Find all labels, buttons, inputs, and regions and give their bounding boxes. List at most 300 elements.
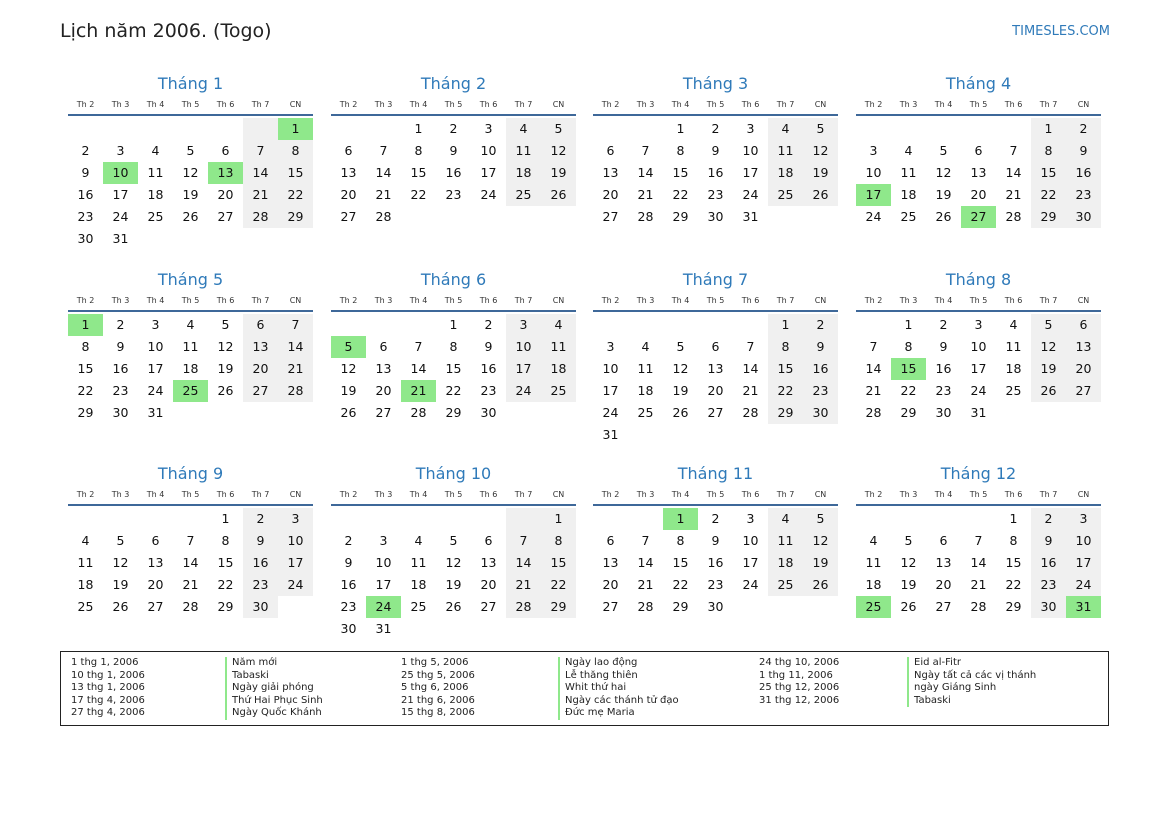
empty-day-cell (768, 206, 803, 228)
day-cell: 5 (904, 533, 913, 548)
week-row (593, 206, 838, 228)
day-cell: 22 (410, 187, 427, 202)
day-cell: 15 (77, 361, 94, 376)
week-row (593, 314, 838, 336)
day-cell: 11 (77, 555, 94, 570)
week-row (331, 596, 576, 618)
empty-day-cell (1031, 402, 1066, 424)
day-cell: 11 (147, 165, 164, 180)
day-cell: 21 (970, 577, 987, 592)
day-cell: 29 (1031, 206, 1066, 228)
day-cell: 1 (414, 121, 423, 136)
day-cell: 9 (939, 339, 948, 354)
day-cell: 8 (1009, 533, 1018, 548)
empty-day-cell (103, 118, 138, 140)
day-cell: 23 (935, 383, 952, 398)
weekday-label: Th 3 (636, 100, 655, 109)
day-cell: 18 (182, 361, 199, 376)
week-row (593, 402, 838, 424)
weekday-label: Th 2 (601, 490, 620, 499)
empty-day-cell (996, 402, 1031, 424)
day-cell: 15 (410, 165, 427, 180)
week-row (68, 358, 313, 380)
day-cell: 6 (711, 339, 720, 354)
day-cell: 23 (243, 574, 278, 596)
empty-day-cell (733, 596, 768, 618)
empty-day-cell (891, 508, 926, 530)
day-cell: 7 (278, 314, 313, 336)
day-cell: 12 (217, 339, 234, 354)
day-cell: 8 (904, 339, 913, 354)
weekday-label: Th 3 (374, 490, 393, 499)
day-cell: 16 (1066, 162, 1101, 184)
weekday-label: Th 7 (514, 100, 533, 109)
day-cell: 24 (970, 383, 987, 398)
weekday-label: Th 5 (969, 100, 988, 109)
empty-day-cell (366, 118, 401, 140)
holiday-name: Ngày lao động (558, 657, 679, 670)
day-cell: 2 (803, 314, 838, 336)
weekday-label: Th 2 (601, 296, 620, 305)
day-cell: 1 (1031, 118, 1066, 140)
day-cell: 22 (217, 577, 234, 592)
week-row (331, 358, 576, 380)
empty-day-cell (366, 314, 401, 336)
week-row (856, 574, 1101, 596)
weekday-header (856, 294, 1101, 308)
week-row (856, 358, 1101, 380)
day-cell: 23 (707, 577, 724, 592)
holiday-date: 5 thg 6, 2006 (401, 682, 469, 694)
empty-day-cell (628, 508, 663, 530)
day-cell: 15 (1031, 162, 1066, 184)
day-cell: 15 (541, 552, 576, 574)
holiday-date: 27 thg 4, 2006 (71, 707, 145, 719)
day-cell: 17 (742, 165, 759, 180)
holiday-date: 25 thg 12, 2006 (759, 682, 840, 694)
day-cell: 19 (803, 162, 838, 184)
weekday-label: Th 5 (706, 296, 725, 305)
week-row (331, 336, 576, 358)
day-cell: 17 (1066, 552, 1101, 574)
empty-day-cell (138, 228, 173, 250)
day-cell: 18 (147, 187, 164, 202)
empty-day-cell (401, 314, 436, 336)
empty-day-cell (471, 618, 506, 640)
day-cell: 8 (81, 339, 90, 354)
week-row (68, 118, 313, 140)
week-row (331, 552, 576, 574)
day-cell: 14 (970, 555, 987, 570)
empty-day-cell (593, 118, 628, 140)
weekday-label: Th 7 (1039, 100, 1058, 109)
day-cell: 16 (77, 187, 94, 202)
day-cell: 9 (243, 530, 278, 552)
week-row (68, 184, 313, 206)
day-cell: 26 (445, 599, 462, 614)
weekday-label: Th 5 (444, 100, 463, 109)
header-divider (593, 310, 838, 312)
empty-day-cell (173, 118, 208, 140)
day-cell: 4 (186, 317, 195, 332)
day-cell: 9 (116, 339, 125, 354)
day-cell: 30 (803, 402, 838, 424)
week-row (856, 402, 1101, 424)
empty-day-cell (803, 424, 838, 446)
holiday-date: 1 thg 5, 2006 (401, 657, 469, 668)
day-cell: 12 (182, 165, 199, 180)
day-cell: 9 (1031, 530, 1066, 552)
day-cell: 3 (116, 143, 125, 158)
day-cell: 14 (506, 552, 541, 574)
day-cell: 20 (375, 383, 392, 398)
month-title: Tháng 1 (157, 74, 224, 93)
day-cell: 7 (974, 533, 983, 548)
day-cell: 31 (375, 621, 392, 636)
empty-day-cell (628, 118, 663, 140)
day-cell: 29 (445, 405, 462, 420)
day-cell: 22 (900, 383, 917, 398)
day-cell: 5 (541, 118, 576, 140)
day-cell: 28 (742, 405, 759, 420)
day-cell: 26 (803, 184, 838, 206)
day-cell: 22 (672, 187, 689, 202)
day-cell: 11 (541, 336, 576, 358)
day-cell: 9 (484, 339, 493, 354)
day-cell: 26 (182, 209, 199, 224)
week-row (856, 162, 1101, 184)
empty-day-cell (506, 206, 541, 228)
day-cell: 28 (375, 209, 392, 224)
day-cell: 12 (900, 555, 917, 570)
day-cell: 9 (344, 555, 353, 570)
holiday-date: 1 thg 1, 2006 (71, 657, 139, 668)
day-cell: 17 (112, 187, 129, 202)
day-cell: 20 (602, 577, 619, 592)
weekday-label: Th 6 (479, 100, 498, 109)
month-title: Tháng 7 (682, 270, 749, 289)
empty-day-cell (506, 402, 541, 424)
weekday-label: Th 7 (514, 296, 533, 305)
holiday-day-cell: 17 (856, 184, 891, 206)
day-cell: 11 (506, 140, 541, 162)
day-cell: 17 (506, 358, 541, 380)
day-cell: 1 (676, 121, 685, 136)
month-title: Tháng 3 (682, 74, 749, 93)
day-cell: 25 (541, 380, 576, 402)
day-cell: 6 (939, 533, 948, 548)
header-divider (856, 114, 1101, 116)
week-row (856, 206, 1101, 228)
day-cell: 6 (1066, 314, 1101, 336)
week-row (68, 336, 313, 358)
weekday-label: Th 3 (374, 100, 393, 109)
weekday-header (593, 294, 838, 308)
day-cell: 3 (1066, 508, 1101, 530)
day-cell: 30 (935, 405, 952, 420)
day-cell: 13 (602, 555, 619, 570)
day-cell: 23 (480, 383, 497, 398)
day-cell: 29 (77, 405, 94, 420)
day-cell: 19 (1031, 358, 1066, 380)
day-cell: 10 (278, 530, 313, 552)
day-cell: 12 (672, 361, 689, 376)
day-cell: 1 (768, 314, 803, 336)
day-cell: 10 (970, 339, 987, 354)
week-row (68, 140, 313, 162)
holiday-day-cell: 5 (331, 336, 366, 358)
month-title: Tháng 12 (940, 464, 1017, 483)
weekday-label: Th 6 (741, 490, 760, 499)
day-cell: 4 (1009, 317, 1018, 332)
day-cell: 16 (935, 361, 952, 376)
weekday-label: CN (814, 490, 827, 499)
day-cell: 14 (182, 555, 199, 570)
holiday-name: Tabaski (225, 670, 323, 683)
weekday-label: CN (814, 100, 827, 109)
week-row (331, 402, 576, 424)
day-cell: 5 (186, 143, 195, 158)
weekday-label: Th 4 (409, 296, 428, 305)
day-cell: 7 (243, 140, 278, 162)
empty-day-cell (768, 424, 803, 446)
day-cell: 24 (742, 577, 759, 592)
day-cell: 17 (742, 555, 759, 570)
day-cell: 5 (221, 317, 230, 332)
empty-day-cell (68, 118, 103, 140)
weekday-label: Th 6 (1004, 490, 1023, 499)
empty-day-cell (961, 508, 996, 530)
header-divider (593, 504, 838, 506)
week-row (68, 574, 313, 596)
week-row (856, 380, 1101, 402)
weekday-label: Th 5 (706, 100, 725, 109)
day-cell: 18 (506, 162, 541, 184)
weekday-label: CN (1077, 100, 1090, 109)
weekday-label: Th 4 (671, 296, 690, 305)
month-10 (331, 463, 576, 640)
day-cell: 20 (217, 187, 234, 202)
day-cell: 8 (449, 339, 458, 354)
day-cell: 4 (768, 118, 803, 140)
day-cell: 2 (449, 121, 458, 136)
weekday-label: Th 7 (514, 490, 533, 499)
day-cell: 9 (711, 143, 720, 158)
week-row (68, 596, 313, 618)
day-cell: 27 (217, 209, 234, 224)
month-title: Tháng 9 (157, 464, 224, 483)
week-row (68, 206, 313, 228)
day-cell: 25 (900, 209, 917, 224)
empty-day-cell (278, 596, 313, 618)
empty-day-cell (68, 508, 103, 530)
weekday-label: Th 5 (181, 100, 200, 109)
holiday-date: 21 thg 6, 2006 (401, 694, 475, 706)
day-cell: 29 (672, 209, 689, 224)
empty-day-cell (243, 402, 278, 424)
day-cell: 23 (445, 187, 462, 202)
day-cell: 13 (375, 361, 392, 376)
day-cell: 23 (707, 187, 724, 202)
month-9 (68, 463, 313, 618)
day-cell: 31 (602, 427, 619, 442)
day-cell: 30 (77, 231, 94, 246)
day-cell: 30 (707, 599, 724, 614)
week-row (856, 596, 1101, 618)
day-cell: 12 (803, 530, 838, 552)
month-title: Tháng 4 (945, 74, 1012, 93)
brand-link[interactable]: TIMESLES.COM (1012, 24, 1110, 39)
weekday-label: Th 5 (181, 296, 200, 305)
empty-day-cell (733, 314, 768, 336)
day-cell: 11 (182, 339, 199, 354)
weekday-label: Th 2 (76, 100, 95, 109)
empty-day-cell (436, 508, 471, 530)
month-2 (331, 73, 576, 228)
week-row (593, 574, 838, 596)
holiday-name: Ngày các thánh tử đạo (558, 695, 679, 708)
weekday-label: Th 5 (444, 296, 463, 305)
day-cell: 5 (676, 339, 685, 354)
holiday-date: 15 thg 8, 2006 (401, 707, 475, 719)
legend-names-column (225, 657, 323, 720)
day-cell: 24 (602, 405, 619, 420)
day-cell: 22 (77, 383, 94, 398)
day-cell: 28 (243, 206, 278, 228)
day-cell: 8 (676, 533, 685, 548)
day-cell: 2 (81, 143, 90, 158)
week-row (331, 184, 576, 206)
day-cell: 27 (375, 405, 392, 420)
day-cell: 12 (445, 555, 462, 570)
holiday-name: Whit thứ hai (558, 682, 679, 695)
empty-day-cell (138, 508, 173, 530)
header-divider (68, 310, 313, 312)
week-row (331, 530, 576, 552)
day-cell: 29 (1005, 599, 1022, 614)
day-cell: 8 (676, 143, 685, 158)
day-cell: 19 (445, 577, 462, 592)
day-cell: 5 (803, 118, 838, 140)
day-cell: 22 (1005, 577, 1022, 592)
weekday-label: Th 5 (181, 490, 200, 499)
weekday-label: Th 7 (776, 296, 795, 305)
week-row (593, 380, 838, 402)
day-cell: 6 (243, 314, 278, 336)
day-cell: 5 (803, 508, 838, 530)
day-cell: 30 (340, 621, 357, 636)
day-cell: 2 (116, 317, 125, 332)
day-cell: 25 (410, 599, 427, 614)
day-cell: 4 (641, 339, 650, 354)
weekday-header (331, 294, 576, 308)
week-row (331, 508, 576, 530)
empty-day-cell (471, 206, 506, 228)
empty-day-cell (856, 314, 891, 336)
month-12 (856, 463, 1101, 618)
day-cell: 19 (541, 162, 576, 184)
week-row (331, 162, 576, 184)
holiday-day-cell: 21 (401, 380, 436, 402)
holiday-day-cell: 10 (103, 162, 138, 184)
weekday-label: Th 6 (479, 490, 498, 499)
day-cell: 2 (1031, 508, 1066, 530)
weekday-header (331, 98, 576, 112)
header-divider (856, 310, 1101, 312)
holiday-day-cell: 15 (891, 358, 926, 380)
week-row (593, 162, 838, 184)
week-row (593, 508, 838, 530)
day-cell: 10 (480, 143, 497, 158)
holiday-name: ngày Giáng Sinh (907, 682, 1036, 695)
day-cell: 7 (746, 339, 755, 354)
empty-day-cell (733, 424, 768, 446)
empty-day-cell (208, 228, 243, 250)
day-cell: 14 (410, 361, 427, 376)
empty-day-cell (278, 228, 313, 250)
week-row (68, 314, 313, 336)
weekday-label: Th 4 (146, 490, 165, 499)
day-cell: 19 (112, 577, 129, 592)
weekday-label: CN (289, 296, 302, 305)
month-4 (856, 73, 1101, 228)
day-cell: 21 (637, 577, 654, 592)
weekday-label: Th 3 (111, 296, 130, 305)
day-cell: 22 (445, 383, 462, 398)
day-cell: 11 (410, 555, 427, 570)
week-row (593, 596, 838, 618)
day-cell: 7 (506, 530, 541, 552)
holiday-name: Tabaski (907, 695, 1036, 708)
empty-day-cell (331, 314, 366, 336)
month-3 (593, 73, 838, 228)
legend-names-column (558, 657, 679, 720)
day-cell: 22 (278, 184, 313, 206)
weekday-label: CN (552, 296, 565, 305)
empty-day-cell (996, 118, 1031, 140)
day-cell: 24 (506, 380, 541, 402)
weekday-label: Th 4 (146, 296, 165, 305)
weekday-label: Th 3 (899, 100, 918, 109)
day-cell: 24 (147, 383, 164, 398)
empty-day-cell (541, 206, 576, 228)
day-cell: 10 (147, 339, 164, 354)
week-row (593, 140, 838, 162)
weekday-label: Th 2 (76, 296, 95, 305)
week-row (593, 336, 838, 358)
day-cell: 26 (112, 599, 129, 614)
week-row (593, 530, 838, 552)
week-row (856, 140, 1101, 162)
day-cell: 24 (278, 574, 313, 596)
day-cell: 11 (865, 555, 882, 570)
day-cell: 29 (900, 405, 917, 420)
month-title: Tháng 11 (677, 464, 754, 483)
day-cell: 6 (221, 143, 230, 158)
day-cell: 18 (1005, 361, 1022, 376)
day-cell: 8 (414, 143, 423, 158)
holiday-day-cell: 13 (208, 162, 243, 184)
day-cell: 20 (707, 383, 724, 398)
day-cell: 21 (375, 187, 392, 202)
page-title: Lịch năm 2006. (Togo) (60, 20, 272, 42)
day-cell: 1 (904, 317, 913, 332)
day-cell: 16 (707, 555, 724, 570)
day-cell: 20 (935, 577, 952, 592)
day-cell: 22 (672, 577, 689, 592)
empty-day-cell (243, 228, 278, 250)
empty-day-cell (471, 508, 506, 530)
